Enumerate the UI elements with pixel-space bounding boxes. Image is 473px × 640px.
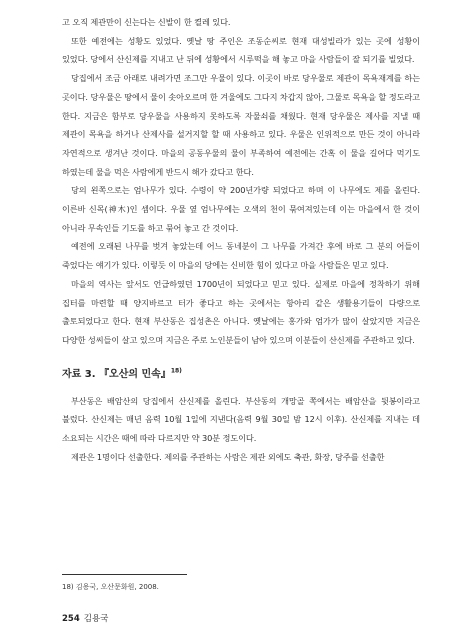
footnote-mark: 18) bbox=[170, 367, 182, 375]
paragraph: 당집에서 조금 아래로 내려가면 조그만 우물이 있다. 이곳이 바로 당우물로 제관이 목욕재계를 하는 곳이다. 당우물은 땅에서 물이 솟아오르며 한 겨울에도 그다지 차갑지 않아, 그물로 목욕을 할 정도라고 한다. 지금은 함부로 당우물을 사용하지 못하도록 자물쇠를 채웠다. 현재 당우물은 제사를 지낼 때 제관이 목욕을 하거나 산제사를 설거지할 할 때 사용하고 있다. 우물은 인위적으로 만든 것이 아니라 자연적으로 생겨난 것이다. 마을의 공동우물의 물이 부족하여 예전에는 간혹 이 물을 길어다 먹기도 하였는데 물을 먹은 사람에게 반드시 해가 갔다고 한다. bbox=[62, 73, 420, 177]
paragraph: 당의 왼쪽으로는 엄나무가 있다. 수령이 약 200년가량 되었다고 하며 이 나무에도 제를 올린다. 이른바 신목(神木)인 셈이다. 우물 옆 엄나무에는 오색의 천이 묶여져있는데 이는 마을에서 한 것이 아니라 무속인들 기도를 하고 묶어 놓고 간 것이다. bbox=[62, 185, 420, 233]
paragraph: 고 오직 제관만이 신는다는 신발이 한 켤레 있다. bbox=[62, 17, 231, 27]
paragraph: 또한 예전에는 성황도 있었다. 옛날 땅 주인은 조동순씨로 현재 대성빌라가 있는 곳에 성황이 있었다. 당에서 산신제를 지내고 난 뒤에 성황에서 시루떡을 해 놓고 마을 사람들이 잘 되기를 빌었다. bbox=[62, 35, 420, 65]
document-page bbox=[62, 0, 420, 640]
paragraph: 제관은 1명이다 선출한다. 제의를 주관하는 사람은 제관 외에도 축관, 화장, 당주를 선출한 bbox=[71, 451, 385, 462]
footnote-divider bbox=[62, 574, 187, 575]
paragraph: 부산동은 배암산의 당집에서 산신제를 올린다. 부산동의 개망골 쪽에서는 배암산을 뒷봉이라고 불렀다. 산신제는 매년 음력 10월 1일에 지낸다(음력 9월 30일 밤 12시 이후). 산신제를 지내는 데 소요되는 시간은 때에 따라 다르지만 약 30분 정도이다. bbox=[62, 395, 420, 444]
section-heading bbox=[62, 365, 420, 380]
page-footer bbox=[62, 612, 108, 624]
footnote: 18) 김용국, 오산문화원, 2008. bbox=[62, 583, 159, 591]
paragraph: 예전에 오래된 나무를 벗겨 놓았는데 어느 동네분이 그 나무를 가져간 후에 바로 그 분의 어들이 죽었다는 얘기가 있다. 이렇듯 이 마을의 당에는 신비한 힘이 있다고 마을 사람들은 믿고 있다. bbox=[62, 241, 420, 271]
page-author: 김용국 bbox=[83, 614, 109, 624]
section-heading-label: 자료 3. 『오산의 민속』 bbox=[62, 368, 171, 380]
body-text-top bbox=[62, 13, 420, 466]
page-number: 254 bbox=[62, 614, 80, 624]
paragraph: 마을의 역사는 앞서도 언급하였던 1700년이 되었다고 믿고 있다. 실제로 마을에 정착하기 위해 집터를 마련할 때 양지바르고 터가 좋다고 하는 곳에서는 항아리 같은 생활용기들이 다량으로 출토되었다고 한다. 현재 부산동은 집성촌은 아니다. 옛날에는 홍가와 엄가가 많이 살았지만 지금은 다양한 성씨들이 살고 있으며 지금은 주로 노인분들이 남아 있으며 이분들이 산신제를 주관하고 있다. bbox=[62, 278, 420, 345]
